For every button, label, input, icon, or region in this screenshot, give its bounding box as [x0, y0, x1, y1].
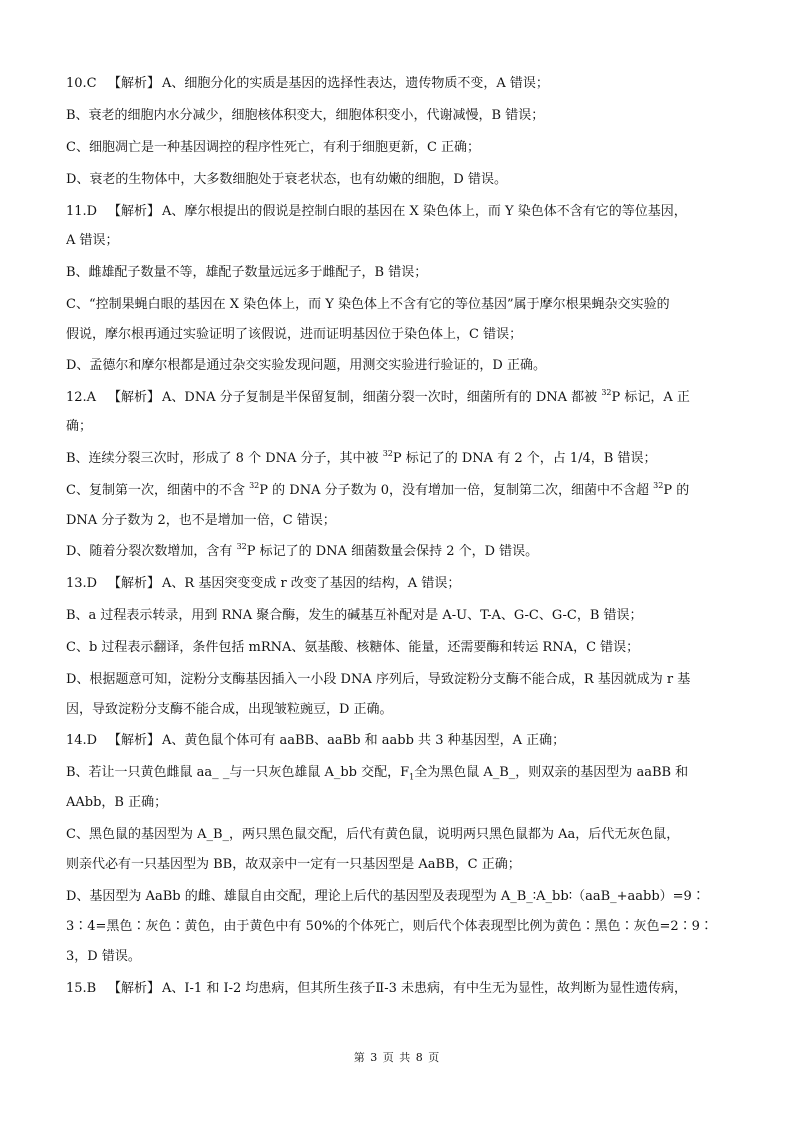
q12-b-pre: B、连续分裂三次时，形成了 8 个 DNA 分子，其中被 [66, 451, 383, 466]
q11-tag: 【解析】 [108, 204, 161, 219]
q12-a1-post: P 标记，A 正 [611, 390, 690, 405]
q12-c1-sup-2: 32 [653, 482, 664, 490]
q10-line-d: D、衰老的生物体中，大多数细胞处于衰老状态，也有幼嫩的细胞，D 错误。 [66, 172, 507, 187]
q14-b1-pre: B、若让一只黄色雌鼠 aa_ _与一只灰色雄鼠 A_bb 交配，F [66, 765, 410, 780]
q10-number: 10.C [66, 76, 97, 91]
q12-tag: 【解析】 [108, 390, 161, 405]
q15-a-text: A、I-1 和 I-2 均患病，但其所生孩子Ⅱ-3 未患病，有中生无为显性，故判断为显性遗传病， [162, 981, 688, 996]
page-footer: 第 3 页 共 8 页 [353, 1051, 441, 1064]
q12-c1-pre: C、复制第一次，细菌中的不含 [66, 483, 250, 498]
q12-line-b [66, 450, 730, 468]
q13-number: 13.D [66, 576, 98, 591]
q12-b-post: P 标记了的 DNA 有 2 个，占 1/4，B 错误； [392, 451, 657, 466]
q11-a1-text: A、摩尔根提出的假说是控制白眼的基因在 X 染色体上，而 Y 染色体不含有它的等位基因， [162, 204, 687, 219]
q14-b1-post: 全为黑色鼠 A_B_，则双亲的基因型为 aaBB 和 [414, 765, 689, 780]
q11-line-d: D、孟德尔和摩尔根都是通过杂交实验发现问题，用测交实验进行验证的，D 正确。 [66, 358, 546, 373]
q10-line-a [66, 75, 730, 93]
q14-line-d3: 3，D 错误。 [66, 949, 141, 964]
q12-c1-mid: P 的 DNA 分子数为 0，没有增加一倍，复制第二次，细菌中不含超 [259, 483, 654, 498]
q13-line-a [66, 575, 730, 593]
q12-line-a1 [66, 389, 730, 407]
q14-line-b2: AAbb，B 正确； [66, 795, 168, 810]
q12-line-a2: 确； [66, 419, 93, 434]
q12-a1-sup: 32 [601, 389, 612, 397]
q11-line-a2: A 错误； [66, 233, 119, 248]
q12-d-pre: D、随着分裂次数增加，含有 [66, 544, 237, 559]
q14-tag: 【解析】 [108, 733, 161, 748]
q14-line-b1 [66, 764, 730, 782]
q14-line-c2: 则亲代必有一只基因型为 BB，故双亲中一定有一只基因型是 AaBB，C 正确； [66, 857, 521, 872]
q12-d-sup: 32 [236, 543, 247, 551]
q12-b-sup: 32 [382, 450, 393, 458]
q14-b1-sub: 1 [409, 772, 415, 782]
q12-line-c1 [66, 482, 730, 500]
q14-line-d1: D、基因型为 AaBb 的雌、雄鼠自由交配，理论上后代的基因型及表现型为 A_B_∶A_bb∶（aaB_+aabb）=9∶ [66, 889, 705, 904]
q11-line-b: B、雌雄配子数量不等，雄配子数量远远多于雌配子，B 错误； [66, 265, 428, 280]
q12-d-post: P 标记了的 DNA 细菌数量会保持 2 个，D 错误。 [246, 544, 539, 559]
q12-c1-post: P 的 [663, 483, 690, 498]
q14-line-d2: 3∶4=黑色∶灰色∶黄色，由于黄色中有 50%的个体死亡，则后代个体表现型比例为黄色∶黑色∶灰色=2∶9∶ [66, 919, 713, 934]
q14-number: 14.D [66, 733, 98, 748]
q11-line-c1: C、“控制果蝇白眼的基因在 X 染色体上，而 Y 染色体上不含有它的等位基因”属于摩尔根果蝇杂交实验的 [66, 297, 670, 312]
q11-line-a1 [66, 203, 730, 221]
q14-line-c1: C、黑色鼠的基因型为 A_B_，两只黑色鼠交配，后代有黄色鼠，说明两只黑色鼠都为 Aa，后代无灰色鼠， [66, 827, 680, 842]
q13-a-text: A、R 基因突变变成 r 改变了基因的结构，A 错误； [162, 576, 461, 591]
q12-line-c2: DNA 分子数为 2，也不是增加一倍，C 错误； [66, 513, 336, 528]
q13-line-d2: 因，导致淀粉分支酶不能合成，出现皱粒豌豆，D 正确。 [66, 702, 393, 717]
q15-line-a [66, 980, 730, 998]
q15-number: 15.B [66, 981, 97, 996]
q11-number: 11.D [66, 204, 98, 219]
q12-line-d [66, 543, 730, 561]
q13-line-b: B、a 过程表示转录，用到 RNA 聚合酶，发生的碱基互补配对是 A-U、T-A、G-C、G-C，B 错误； [66, 608, 643, 623]
q10-line-c: C、细胞凋亡是一种基因调控的程序性死亡，有利于细胞更新，C 正确； [66, 140, 481, 155]
q14-a-text: A、黄色鼠个体可有 aaBB、aaBb 和 aabb 共 3 种基因型，A 正确； [162, 733, 566, 748]
q10-a-text: A、细胞分化的实质是基因的选择性表达，遗传物质不变，A 错误； [162, 76, 549, 91]
q13-line-c: C、b 过程表示翻译，条件包括 mRNA、氨基酸、核糖体、能量，还需要酶和转运 RNA，C 错误； [66, 640, 640, 655]
q15-tag: 【解析】 [108, 981, 161, 996]
q14-line-a [66, 732, 730, 750]
q12-a1-pre: A、DNA 分子复制是半保留复制，细菌分裂一次时，细菌所有的 DNA 都被 [162, 390, 602, 405]
q12-c1-sup-1: 32 [249, 482, 260, 490]
q13-line-d1: D、根据题意可知，淀粉分支酶基因插入一小段 DNA 序列后，导致淀粉分支酶不能合成，R 基因就成为 r 基 [66, 672, 691, 687]
q10-line-b: B、衰老的细胞内水分减少，细胞核体积变大，细胞体积变小，代谢减慢，B 错误； [66, 108, 545, 123]
q13-tag: 【解析】 [108, 576, 161, 591]
q12-number: 12.A [66, 390, 97, 405]
q11-line-c2: 假说，摩尔根再通过实验证明了该假说，进而证明基因位于染色体上，C 错误； [66, 327, 523, 342]
q10-tag: 【解析】 [108, 76, 161, 91]
